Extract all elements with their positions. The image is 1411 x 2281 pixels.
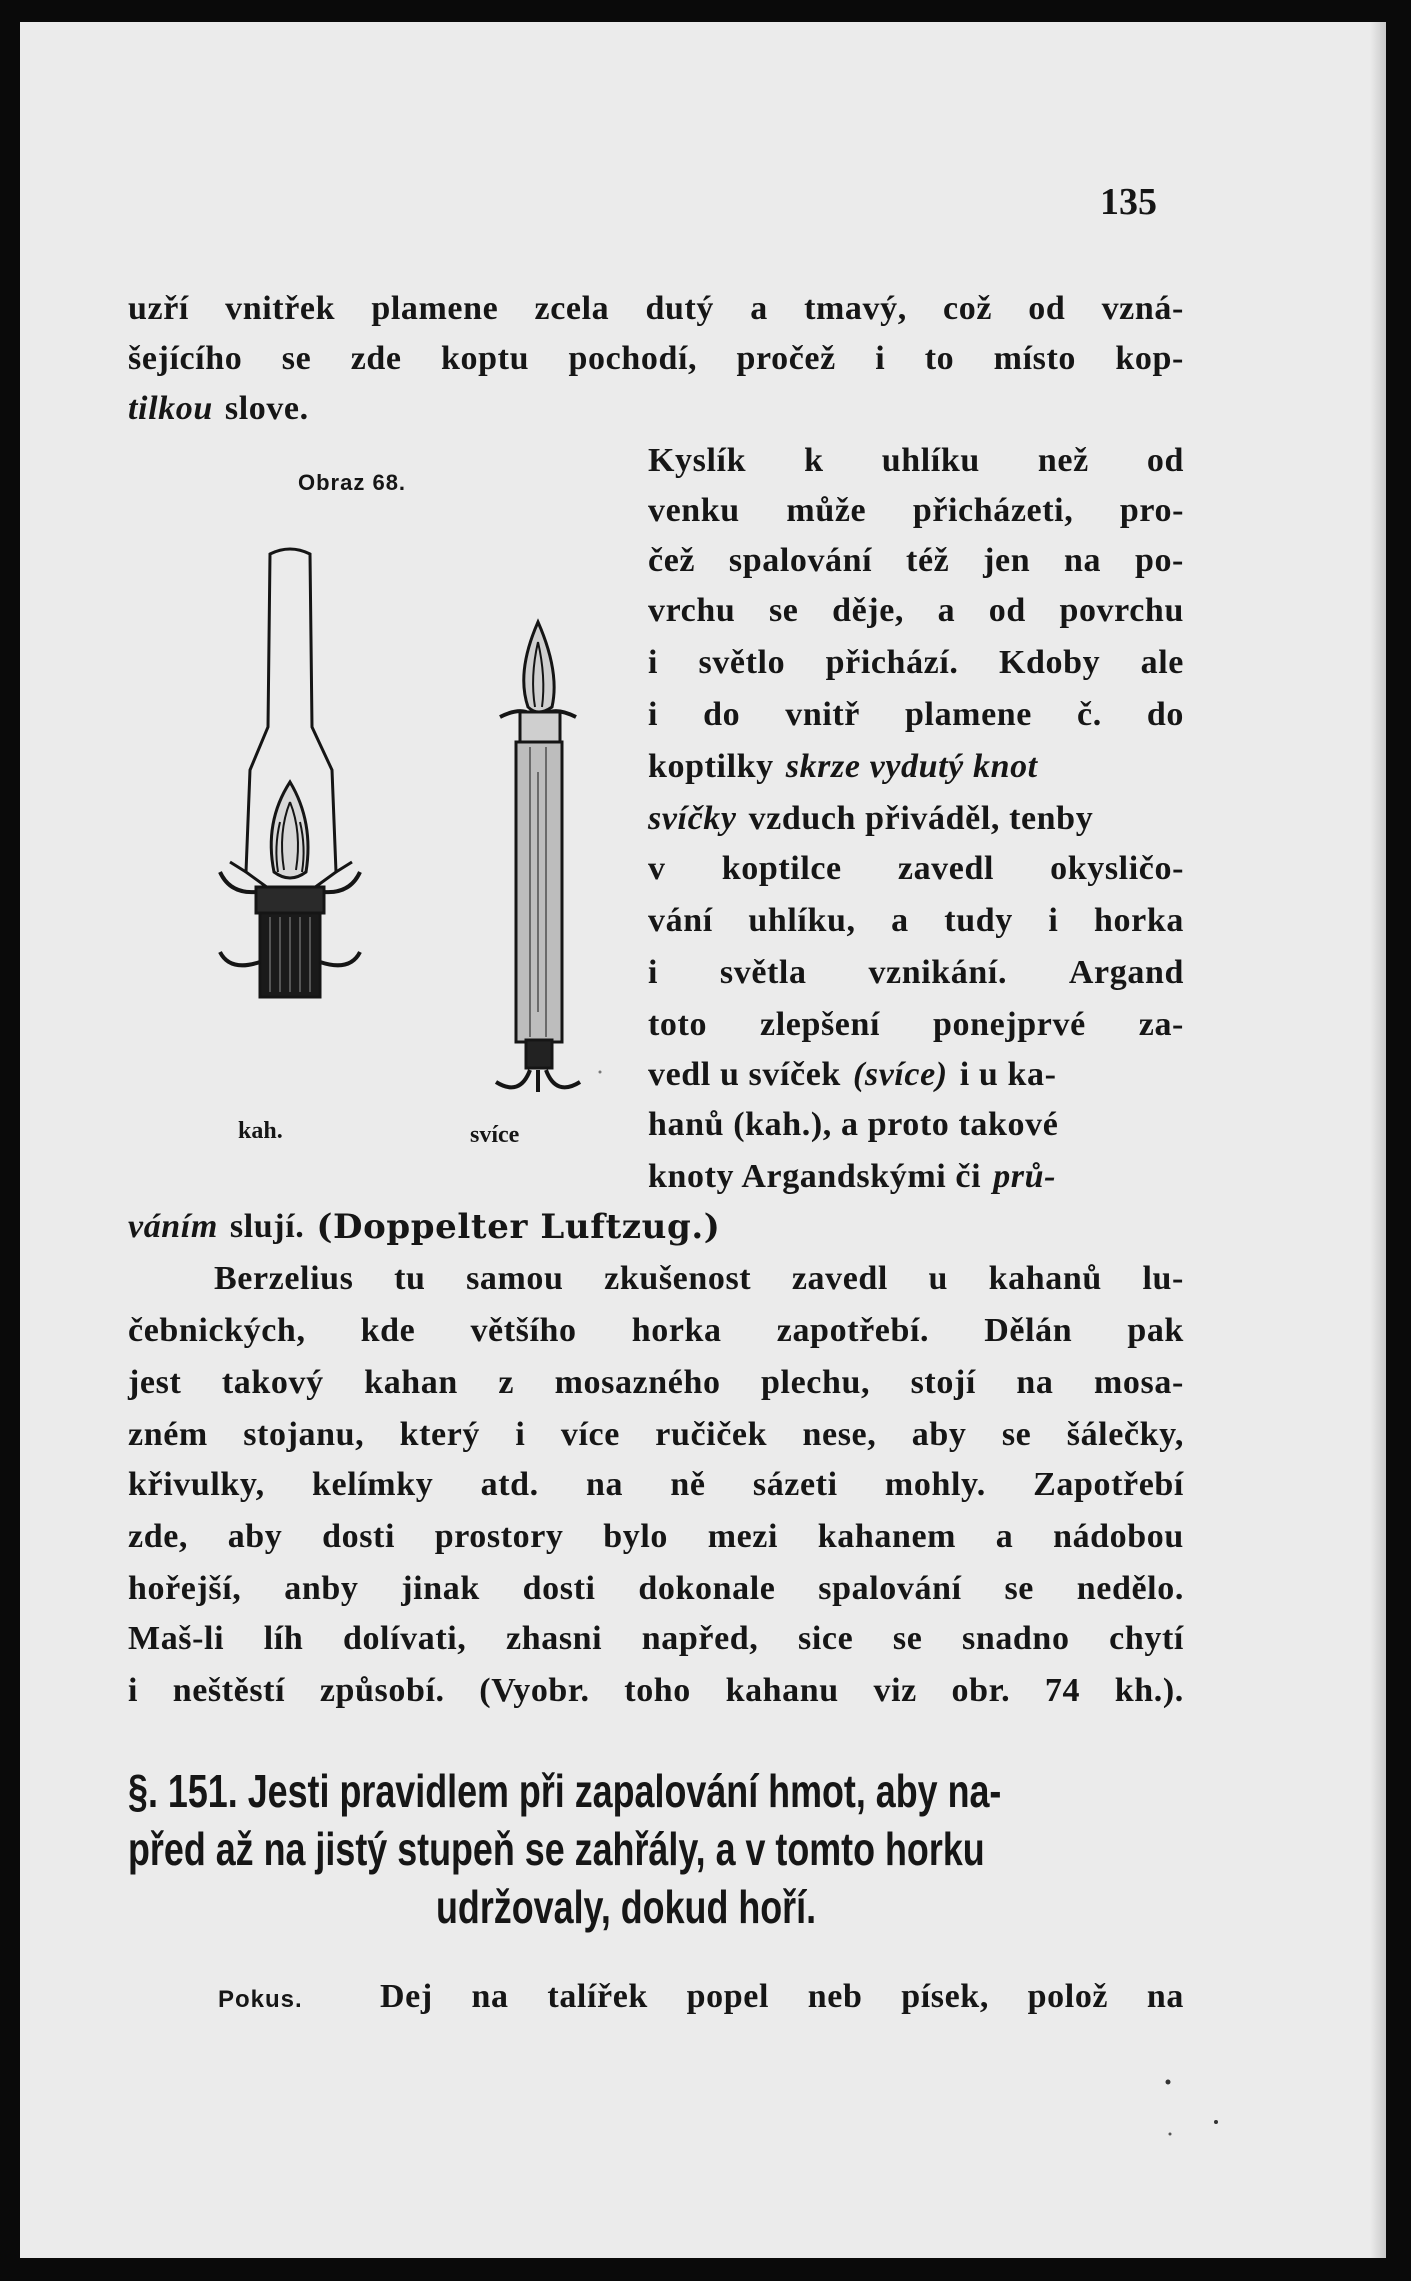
word: než xyxy=(1037,442,1089,479)
word: mosa- xyxy=(1094,1364,1184,1401)
word: i xyxy=(648,954,659,991)
figure-caption: Obraz 68. xyxy=(298,470,407,495)
text-fragment: i u ka- xyxy=(959,1056,1057,1093)
word: zavedl xyxy=(897,850,995,887)
word: dutý xyxy=(645,290,715,327)
word: za- xyxy=(1138,1006,1184,1043)
word: plechu, xyxy=(761,1364,871,1401)
text-line xyxy=(128,1520,1184,1554)
word: Kyslík xyxy=(648,442,747,479)
word: způsobí. xyxy=(319,1672,445,1709)
word: pochodí, xyxy=(568,340,698,377)
word: venku xyxy=(648,492,740,529)
word: což xyxy=(943,290,993,327)
word: tudy xyxy=(944,902,1013,939)
word: zhasni xyxy=(506,1620,603,1657)
word: vzná- xyxy=(1101,290,1184,327)
text-line xyxy=(128,1366,1184,1400)
text-line xyxy=(648,904,1184,938)
word: světla xyxy=(719,954,807,991)
word: vrchu xyxy=(648,592,736,629)
word: nádobou xyxy=(1053,1518,1184,1555)
word: takový xyxy=(221,1364,324,1401)
word: neb xyxy=(807,1978,863,2015)
word: (Vyobr. xyxy=(479,1672,590,1709)
word: č. xyxy=(1077,696,1102,733)
word: Maš-li xyxy=(128,1620,225,1657)
word: plamene xyxy=(371,290,499,327)
word: uhlíku xyxy=(881,442,980,479)
word: i xyxy=(128,1672,139,1709)
word: pak xyxy=(1127,1312,1184,1349)
word: jinak xyxy=(401,1570,480,1607)
text-line xyxy=(648,1058,1184,1092)
text-line xyxy=(648,698,1184,732)
word: popel xyxy=(686,1978,770,2015)
word: se xyxy=(1001,1416,1032,1453)
text-line xyxy=(128,1314,1184,1348)
word: Dej xyxy=(380,1978,433,2015)
figure-label-candle: svíce xyxy=(470,1122,520,1148)
text-line xyxy=(648,956,1184,990)
text-fragment: vedl u svíček xyxy=(648,1056,841,1093)
word: okysličo- xyxy=(1050,850,1184,887)
word: se xyxy=(281,340,312,377)
text-line xyxy=(648,494,1184,528)
word: na xyxy=(471,1978,509,2015)
word: ručiček xyxy=(655,1416,768,1453)
word: se xyxy=(768,592,799,629)
text-line xyxy=(380,1980,1184,2014)
word: tu xyxy=(394,1260,426,1297)
text-line xyxy=(648,852,1184,886)
text-line xyxy=(648,1160,1184,1194)
word: koptilce xyxy=(721,850,842,887)
word: líh xyxy=(263,1620,304,1657)
word: napřed, xyxy=(641,1620,759,1657)
word: se xyxy=(892,1620,923,1657)
word: polož xyxy=(1027,1978,1109,2015)
word: kahan xyxy=(364,1364,458,1401)
word: vznikání. xyxy=(868,954,1008,991)
word: aby xyxy=(911,1416,967,1453)
text-line xyxy=(648,750,1184,784)
word: čež xyxy=(648,542,696,579)
word: více xyxy=(560,1416,620,1453)
text-line xyxy=(128,392,1184,426)
word: a xyxy=(750,290,768,327)
word: ale xyxy=(1140,644,1184,681)
italic-term: tilkou xyxy=(128,390,213,427)
lamp-and-candle-illustration xyxy=(190,492,610,1117)
text-line xyxy=(648,444,1184,478)
word: na xyxy=(586,1466,624,1503)
word: místo xyxy=(993,340,1076,377)
word: zde xyxy=(350,340,402,377)
text-line xyxy=(648,646,1184,680)
italic-term: prů- xyxy=(993,1158,1057,1195)
word: i xyxy=(1048,902,1059,939)
word: Dělán xyxy=(984,1312,1073,1349)
word: i xyxy=(875,340,886,377)
word: zde, xyxy=(128,1518,188,1555)
text-line xyxy=(128,342,1184,376)
word: zkušenost xyxy=(604,1260,752,1297)
word: šejícího xyxy=(128,340,243,377)
word: kde xyxy=(360,1312,416,1349)
word: písek, xyxy=(901,1978,989,2015)
word: snadno xyxy=(961,1620,1070,1657)
word: kahanů xyxy=(988,1260,1102,1297)
word: mosazného xyxy=(554,1364,721,1401)
word: tmavý, xyxy=(804,290,907,327)
word: a xyxy=(891,902,909,939)
text-line xyxy=(128,1622,1184,1656)
word: dokonale xyxy=(638,1570,776,1607)
word: samou xyxy=(466,1260,564,1297)
italic-term: váním xyxy=(128,1208,218,1245)
word: pročež xyxy=(736,340,836,377)
word: uzří xyxy=(128,290,189,327)
word: dosti xyxy=(522,1570,596,1607)
word: děje, xyxy=(832,592,904,629)
word: do xyxy=(1146,696,1184,733)
word: anby xyxy=(284,1570,359,1607)
word: vnitř xyxy=(785,696,860,733)
word: většího xyxy=(470,1312,577,1349)
word: koptu xyxy=(441,340,530,377)
word: mohly. xyxy=(884,1466,986,1503)
word: aby xyxy=(227,1518,283,1555)
word: dolívati, xyxy=(342,1620,467,1657)
word: horka xyxy=(1094,902,1184,939)
word: toto xyxy=(648,1006,708,1043)
word: chytí xyxy=(1109,1620,1184,1657)
word: od xyxy=(1146,442,1184,479)
text-line xyxy=(128,1674,1184,1708)
word: se xyxy=(1004,1570,1034,1607)
text-fragment: koptilky xyxy=(648,748,774,785)
word: vání xyxy=(648,902,713,939)
word: vnitřek xyxy=(225,290,336,327)
word: od xyxy=(988,592,1026,629)
word: horka xyxy=(631,1312,722,1349)
text-fragment: knoty Argandskými či xyxy=(648,1158,982,1195)
word: i xyxy=(648,644,659,681)
word: ponejprvé xyxy=(933,1006,1086,1043)
figure-label-lamp: kah. xyxy=(238,1118,283,1144)
word: jest xyxy=(128,1364,182,1401)
word: a xyxy=(937,592,956,629)
book-page xyxy=(20,22,1386,2258)
page-number: 135 xyxy=(1100,181,1157,223)
word: i xyxy=(515,1416,526,1453)
word: Zapotřebí xyxy=(1033,1466,1184,1503)
word: též xyxy=(906,542,950,579)
section-heading-line: §. 151. Jesti pravidlem při zapalování hmot, aby na- xyxy=(128,1765,1002,1817)
italic-term: svíčky xyxy=(648,800,737,837)
italic-term: (svíce) xyxy=(852,1056,948,1093)
section-heading-line: před až na jistý stupeň se zahřály, a v tomto horku xyxy=(128,1823,985,1875)
word: a xyxy=(995,1518,1014,1555)
word: sice xyxy=(798,1620,854,1657)
word: zném xyxy=(128,1416,208,1453)
word: stojanu, xyxy=(243,1416,365,1453)
text-fragment: slují. xyxy=(229,1208,305,1245)
word: neštěstí xyxy=(172,1672,286,1709)
word: talířek xyxy=(547,1978,648,2015)
text-line xyxy=(648,802,1184,836)
word: spalování xyxy=(728,542,873,579)
word: kh.). xyxy=(1114,1672,1184,1709)
text-line xyxy=(128,1468,1184,1502)
word: lu- xyxy=(1142,1260,1184,1297)
word: přichází. xyxy=(825,644,959,681)
word: viz xyxy=(873,1672,917,1709)
oil-lamp-drawing xyxy=(220,549,360,997)
text-line xyxy=(128,1207,1184,1247)
word: křivulky, xyxy=(128,1466,265,1503)
page-edge-shadow xyxy=(1370,22,1386,2258)
word: zcela xyxy=(534,290,610,327)
word: po- xyxy=(1134,542,1184,579)
text-line xyxy=(214,1262,1184,1296)
word: kahanu xyxy=(725,1672,839,1709)
word: přicházeti, xyxy=(912,492,1074,529)
word: obr. xyxy=(951,1672,1011,1709)
word: povrchu xyxy=(1059,592,1184,629)
word: čebnických, xyxy=(128,1312,306,1349)
word: hořejší, xyxy=(128,1570,242,1607)
word: může xyxy=(786,492,867,529)
german-term: (Doppelter Luftzug.) xyxy=(316,1207,721,1247)
word: od xyxy=(1028,290,1066,327)
word: na xyxy=(1016,1364,1054,1401)
text-line xyxy=(128,292,1184,326)
word: do xyxy=(703,696,741,733)
word: Berzelius xyxy=(214,1260,354,1297)
word: šálečky, xyxy=(1066,1416,1184,1453)
text-fragment: hanů (kah.), a proto takové xyxy=(648,1106,1059,1143)
italic-term: skrze vydutý knot xyxy=(785,748,1038,785)
word: kop- xyxy=(1115,340,1184,377)
section-heading-line: udržovaly, dokud hoří. xyxy=(436,1881,817,1933)
word: zlepšení xyxy=(760,1006,881,1043)
word: kahanem xyxy=(817,1518,957,1555)
word: nese, xyxy=(802,1416,877,1453)
word: k xyxy=(804,442,824,479)
word: který xyxy=(399,1416,481,1453)
word: Kdoby xyxy=(998,644,1101,681)
word: sázeti xyxy=(752,1466,838,1503)
word: toho xyxy=(624,1672,691,1709)
word: prostory xyxy=(434,1518,564,1555)
text-line xyxy=(128,1418,1184,1452)
word: plamene xyxy=(905,696,1032,733)
word: i xyxy=(648,696,659,733)
word: kelímky xyxy=(312,1466,434,1503)
candle-drawing xyxy=(496,622,580,1092)
experiment-label: Pokus. xyxy=(218,1986,303,2013)
word: atd. xyxy=(480,1466,539,1503)
word: u xyxy=(928,1260,949,1297)
word: jen xyxy=(983,542,1031,579)
word: z xyxy=(498,1364,515,1401)
word: 74 xyxy=(1044,1672,1081,1709)
word: to xyxy=(924,340,955,377)
text-line xyxy=(648,544,1184,578)
word: pro- xyxy=(1119,492,1184,529)
word: ně xyxy=(670,1466,706,1503)
word: dosti xyxy=(322,1518,396,1555)
word: bylo xyxy=(603,1518,668,1555)
text-line xyxy=(648,594,1184,628)
text-line xyxy=(648,1108,1184,1142)
word: uhlíku, xyxy=(748,902,856,939)
text-line xyxy=(648,1008,1184,1042)
text-fragment: slove. xyxy=(224,390,309,427)
word: zapotřebí. xyxy=(776,1312,930,1349)
word: spalování xyxy=(818,1570,962,1607)
word: nedělo. xyxy=(1076,1570,1184,1607)
word: zavedl xyxy=(791,1260,888,1297)
word: mezi xyxy=(707,1518,779,1555)
word: stojí xyxy=(910,1364,976,1401)
text-line xyxy=(128,1572,1184,1606)
word: světlo xyxy=(698,644,786,681)
text-fragment: vzduch přiváděl, tenby xyxy=(748,800,1094,837)
word: na xyxy=(1064,542,1102,579)
word: v xyxy=(648,850,666,887)
word: na xyxy=(1146,1978,1184,2015)
word: Argand xyxy=(1068,954,1184,991)
